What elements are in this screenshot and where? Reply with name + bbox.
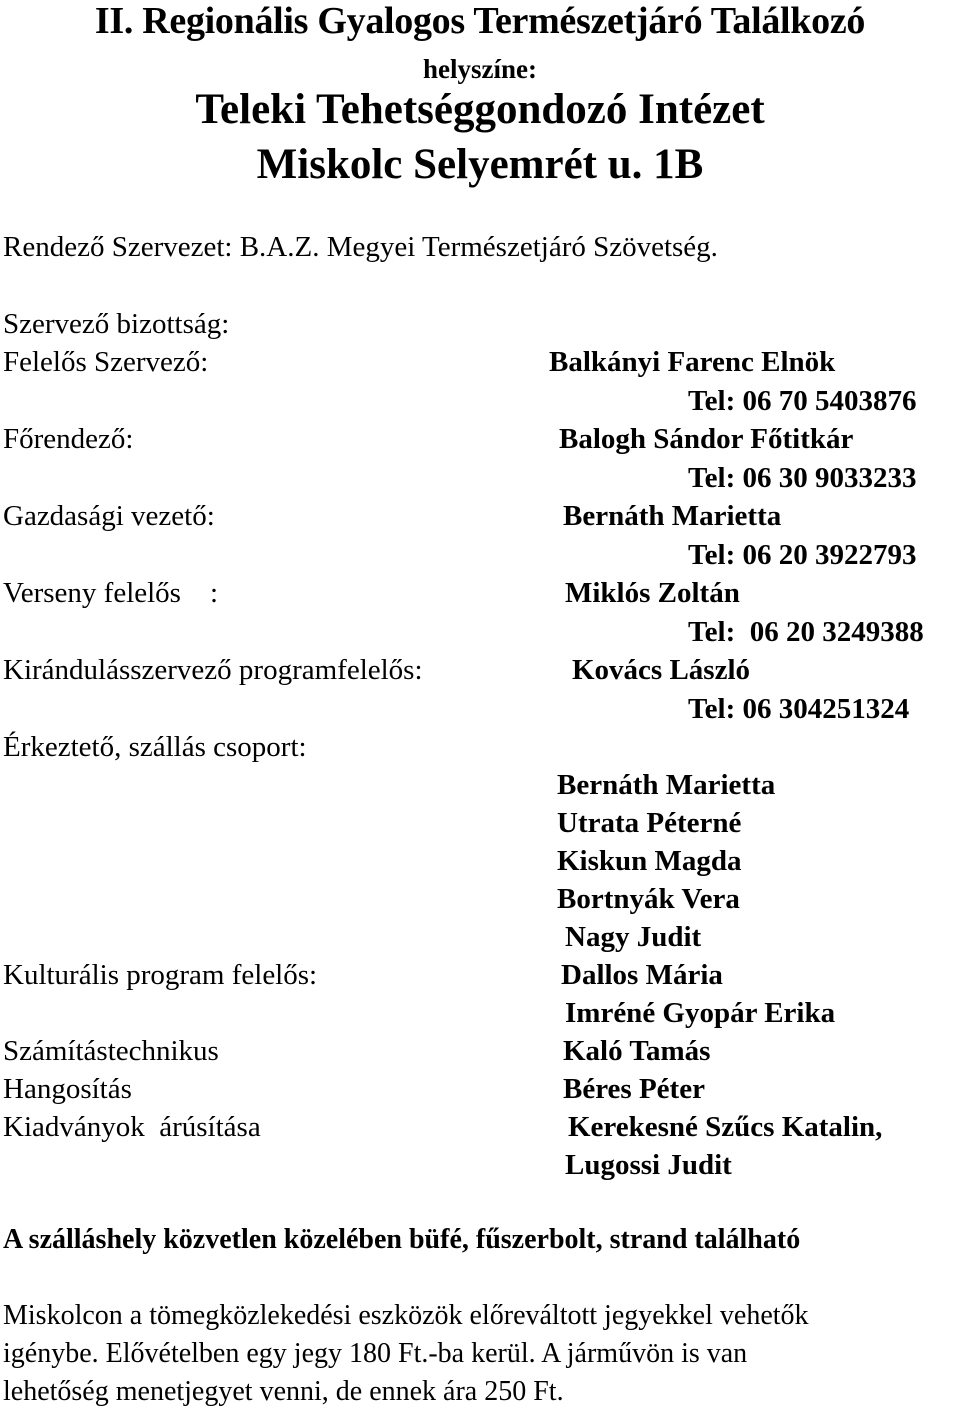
phone-finance-lead: Tel: 06 20 3922793: [688, 539, 917, 571]
transport-info-line: lehetőség menetjegyet venni, de ennek ára 250 Ft.: [3, 1376, 564, 1407]
role-publications: Kiadványok árúsítása: [3, 1111, 261, 1143]
page-title: II. Regionális Gyalogos Természetjáró Találkozó: [94, 0, 866, 42]
phone-responsible-organizer: Tel: 06 70 5403876: [688, 385, 917, 417]
person-it: Kaló Tamás: [563, 1035, 711, 1067]
role-chief-organizer: Főrendező:: [3, 423, 134, 455]
facilities-note: A szálláshely közvetlen közelében büfé, fűszerbolt, strand található: [3, 1224, 801, 1255]
role-excursion-lead: Kirándulásszervező programfelelős:: [3, 654, 423, 686]
venue-address: Miskolc Selyemrét u. 1B: [256, 141, 704, 188]
role-competition-lead: Verseny felelős :: [3, 577, 219, 609]
transport-info-line: igénybe. Elővételben egy jegy 180 Ft.-ba kerül. A járművön is van: [3, 1338, 748, 1369]
person-cultural-program: Dallos Mária: [561, 959, 723, 991]
person-cultural-program-extra: Imréné Gyopár Erika: [565, 997, 836, 1029]
role-cultural-program: Kulturális program felelős:: [3, 959, 318, 991]
venue-name: Teleki Tehetséggondozó Intézet: [195, 86, 765, 133]
arrival-member: Utrata Péterné: [557, 807, 742, 839]
person-responsible-organizer: Balkányi Farenc Elnök: [549, 346, 836, 378]
arrival-member: Kiskun Magda: [557, 845, 742, 877]
arrival-member: Nagy Judit: [565, 921, 702, 953]
phone-competition-lead: Tel: 06 20 3249388: [688, 616, 924, 648]
person-sound: Béres Péter: [563, 1073, 705, 1105]
person-excursion-lead: Kovács László: [572, 654, 751, 686]
role-responsible-organizer: Felelős Szervező:: [3, 346, 209, 378]
venue-label: helyszíne:: [423, 54, 537, 84]
role-it: Számítástechnikus: [3, 1035, 219, 1067]
arrival-member: Bernáth Marietta: [557, 769, 776, 801]
phone-chief-organizer: Tel: 06 30 9033233: [688, 462, 917, 494]
person-competition-lead: Miklós Zoltán: [565, 577, 740, 609]
phone-excursion-lead: Tel: 06 304251324: [688, 693, 910, 725]
person-publications: Kerekesné Szűcs Katalin,: [568, 1111, 883, 1143]
person-publications: Lugossi Judit: [565, 1149, 732, 1181]
arrival-member: Bortnyák Vera: [557, 883, 740, 915]
person-finance-lead: Bernáth Marietta: [563, 500, 782, 532]
role-sound: Hangosítás: [3, 1073, 132, 1105]
transport-info-line: Miskolcon a tömegközlekedési eszközök előreváltott jegyekkel vehetők: [3, 1300, 809, 1331]
role-finance-lead: Gazdasági vezető:: [3, 500, 215, 532]
person-chief-organizer: Balogh Sándor Főtitkár: [559, 423, 854, 455]
organizer-line: Rendező Szervezet: B.A.Z. Megyei Természetjáró Szövetség.: [3, 231, 718, 263]
committee-heading: Szervező bizottság:: [3, 308, 230, 340]
role-arrival-group: Érkeztető, szállás csoport:: [3, 731, 307, 763]
